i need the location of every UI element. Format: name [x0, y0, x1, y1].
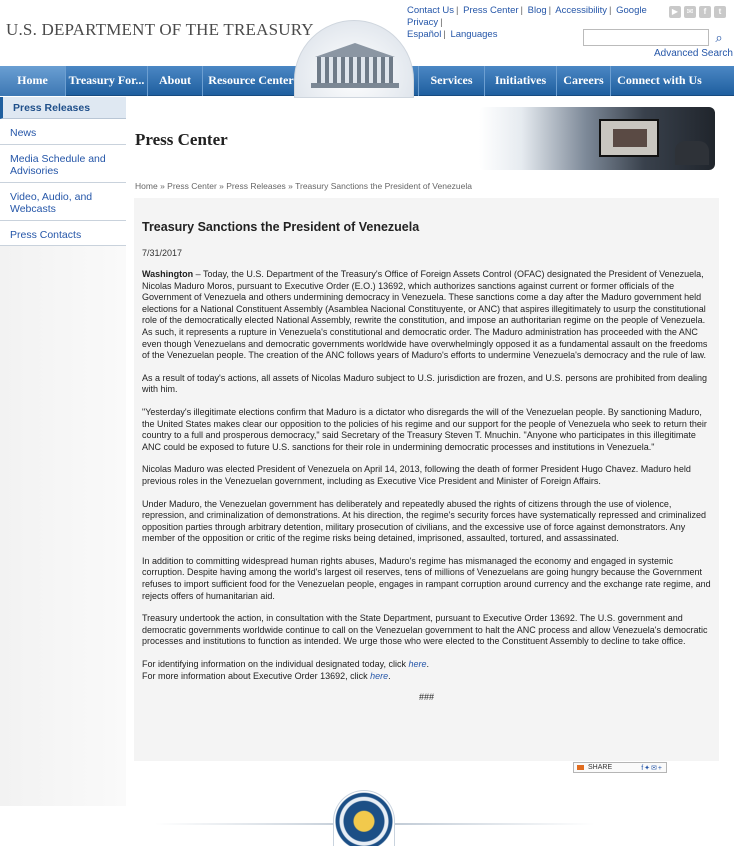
sidebar [0, 97, 126, 246]
executive-order-link[interactable]: here [370, 670, 389, 681]
breadcrumb-press-center[interactable]: Press Center [167, 181, 217, 191]
info-line [142, 671, 711, 683]
info-text: For more information about Executive Order 13692, click [142, 670, 371, 681]
press-center-link[interactable]: Press Center [463, 5, 519, 16]
article-paragraph: Under Maduro, the Venezuelan government has deliberately and repeatedly abused the rights of citizens through the use of violence, repression, and criminalization of demonstrations. At his direction, the regime's security forces have systematically repressed and criminalized opposition parties through arbitrary detention, military prosecution of civilians, and the excessive use of force against demonstrators. Any member of the opposition or critic of the regime risks being detained, imprisoned, assaulted, tortured, and assassinated. [142, 498, 706, 544]
paragraph-text: – Today, the U.S. Department of the Treasury's Office of Foreign Assets Control (OFAC) designated the President of Venezuela, Nicolas Maduro Moros, pursuant to Executive Order (E.O.) 13692, which authorizes sanctions against current or former officials of the Government of Venezuela and others undermining democracy in Venezuela. These sanctions come a day after the Maduro government held elections for a National Constituent Assembly (Asamblea Nacional Constituyente, or ANC) that aspires illegitimately to usurp the constitutional role of the democratically elected National Assembly, rewrite the constitution, and impose an authoritarian regime on the people of Venezuela. As such, it represents a rupture in Venezuela's constitutional and democratic order. The Maduro administration has proceeded with the ANC even though Venezuelans and democratic governments worldwide have overwhelmingly opposed it as a fundamental assault on the freedoms of the Venezuelan people. The creation of the ANC follows years of Maduro's efforts to undermine Venezuela's democracy and the rule of law. [142, 269, 708, 361]
end-mark: ### [418, 692, 435, 703]
press-center-banner-image [479, 107, 715, 170]
nav-careers[interactable]: Careers [557, 66, 611, 96]
sidebar-background [0, 246, 126, 806]
building-roof [315, 43, 395, 57]
search-input[interactable] [583, 29, 709, 46]
sidebar-item-video-audio[interactable]: Video, Audio, and Webcasts [0, 183, 126, 221]
treasury-seal-icon [333, 790, 395, 846]
page-title: Press Center [135, 130, 228, 149]
breadcrumb-home[interactable]: Home [135, 181, 158, 191]
info-text: . [426, 659, 430, 670]
search-icon[interactable]: ⌕ [715, 30, 723, 45]
nav-resource-center[interactable]: Resource Center [203, 66, 300, 96]
article-paragraph: "Yesterday's illegitimate elections confirm that Maduro is a dictator who disregards the will of the Venezuelan people. By sanctioning Maduro, the United States makes clear our opposition to the policies of his regime and our support for the people of Venezuela who seek to return their country to a full and prosperous democracy," said Secretary of the Treasury Steven T. Mnuchin. "Anyone who participates in this illegitimate ANC could be exposed to future U.S. sanctions for their role in undermining democratic processes and institutions in Venezuela." [142, 406, 707, 452]
article-paragraph: As a result of today's actions, all assets of Nicolas Maduro subject to U.S. jurisdiction are frozen, and U.S. persons are prohibited from dealing with him. [142, 372, 707, 395]
building-base [311, 83, 399, 88]
social-icons [669, 6, 726, 18]
blog-link[interactable]: Blog [527, 5, 547, 16]
facebook-icon[interactable]: f [699, 6, 711, 18]
breadcrumb-separator: » [219, 181, 224, 191]
info-text: . [388, 670, 391, 681]
share-service-icons: f✦✉+ [641, 765, 663, 772]
article-paragraph: Nicolas Maduro was elected President of Venezuela on April 14, 2013, following the death of former President Hugo Chavez. Maduro held previous roles in the Venezuelan government, including as Executive Vice President and Minister of Foreign Affairs. [142, 464, 691, 486]
advanced-search-link[interactable]: Advanced Search [654, 48, 733, 59]
info-line [142, 659, 711, 671]
twitter-icon[interactable]: t [714, 6, 726, 18]
nav-home[interactable]: Home [0, 66, 66, 96]
sidebar-item-media-schedule[interactable]: Media Schedule and Advisories [0, 145, 126, 183]
nav-initiatives[interactable]: Initiatives [485, 66, 557, 96]
article-headline: Treasury Sanctions the President of Venezuela [142, 220, 420, 234]
nav-about[interactable]: About [148, 66, 203, 96]
utility-links: Contact Us | Press Center | Blog | Accessibility | Google Privacy | Español | Languages [407, 5, 647, 40]
department-title[interactable]: U.S. DEPARTMENT OF THE TREASURY [6, 20, 314, 39]
banner-people [675, 141, 709, 165]
article-paragraph [142, 269, 711, 362]
google-privacy-link[interactable]: Google Privacy [407, 5, 647, 28]
email-icon[interactable]: ✉ [684, 6, 696, 18]
building-columns [317, 57, 393, 83]
info-text: For identifying information on the individual designated today, click [142, 659, 409, 670]
sidebar-item-press-contacts[interactable]: Press Contacts [0, 221, 126, 246]
identifying-info-link[interactable]: here [408, 659, 427, 670]
breadcrumb-separator: » [288, 181, 293, 191]
contact-us-link[interactable]: Contact Us [407, 5, 454, 16]
sidebar-item-press-releases[interactable]: Press Releases [0, 97, 126, 119]
breadcrumb [135, 181, 472, 191]
article-paragraph: In addition to committing widespread human rights abuses, Maduro's regime has mismanaged the economy and engaged in systemic corruption. Despite having among the world's largest oil reserves, tens of millions of Venezuelans are going hungry because the Government refuses to import sufficient food for the Venezuelan people, engages in rampant corruption around currency and the exchange rate regime, and rejects offers of humanitarian aid. [142, 555, 711, 601]
share-button[interactable] [573, 762, 667, 773]
languages-link[interactable]: Languages [450, 29, 498, 40]
breadcrumb-separator: » [160, 181, 165, 191]
dateline: Washington [142, 269, 194, 279]
article-paragraph: Treasury undertook the action, in consultation with the State Department, pursuant to Executive Order 13692. The U.S. government and democratic governments worldwide continue to call on the Venezuelan government to halt the ANC process and allow Venezuela's democratic processes and institutions to function as intended. We urge those who were elected to the Constituent Assembly to decline to take office. [142, 613, 708, 647]
accessibility-link[interactable]: Accessibility [555, 5, 608, 16]
sidebar-item-news[interactable]: News [0, 119, 126, 145]
breadcrumb-current: Treasury Sanctions the President of Venezuela [295, 181, 472, 191]
youtube-icon[interactable]: ▶ [669, 6, 681, 18]
banner-screen [599, 119, 659, 157]
nav-connect-with-us[interactable]: Connect with Us [617, 73, 702, 87]
espanol-link[interactable]: Español [407, 29, 442, 40]
breadcrumb-press-releases[interactable]: Press Releases [226, 181, 286, 191]
article-date: 7/31/2017 [142, 248, 183, 258]
share-label: SHARE [588, 764, 613, 771]
nav-services[interactable]: Services [418, 66, 485, 96]
nav-treasury-for[interactable]: Treasury For... [66, 66, 148, 96]
article-body [134, 198, 719, 761]
